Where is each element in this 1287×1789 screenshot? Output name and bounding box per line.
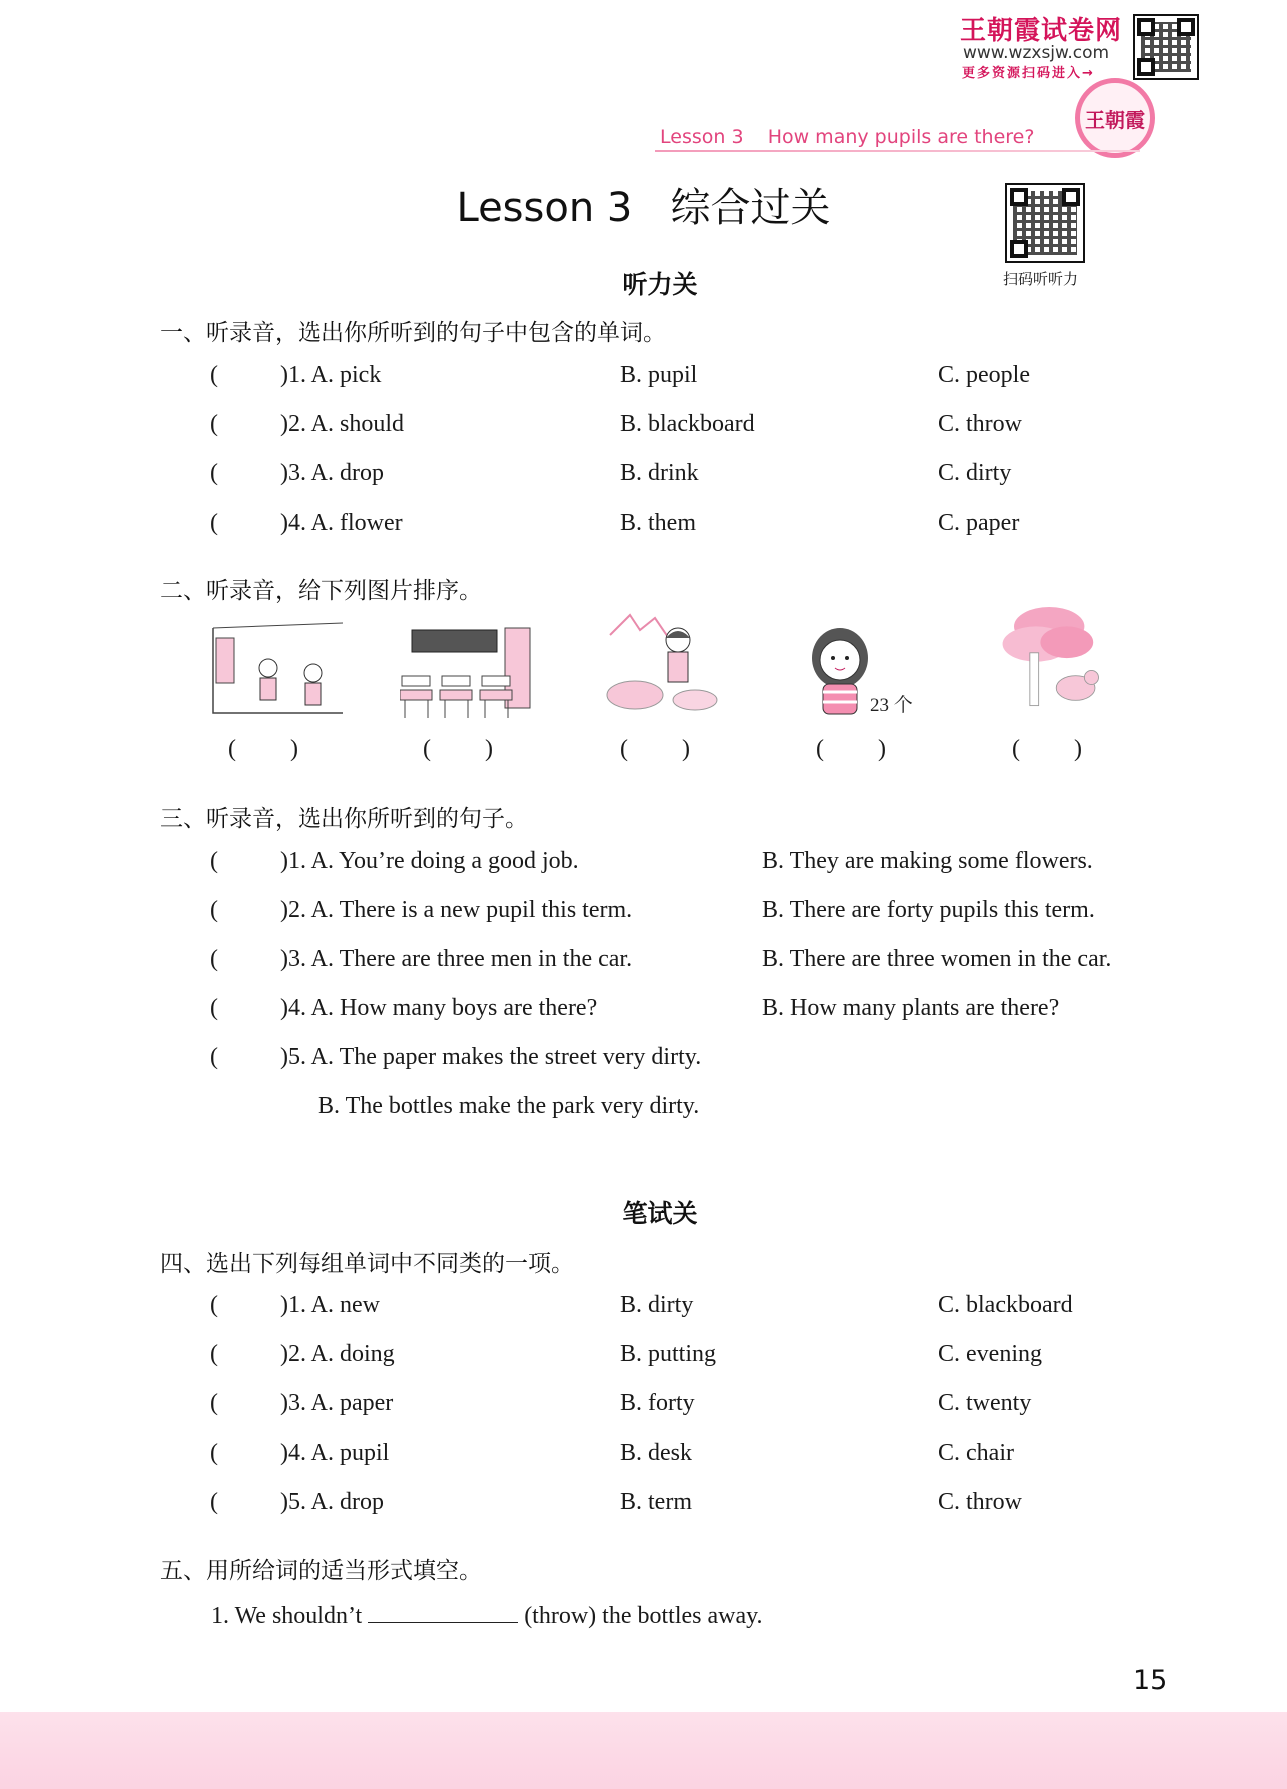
option-a: )1. A. pick xyxy=(280,362,382,388)
answer-paren[interactable]: ( xyxy=(210,362,218,388)
writing-section-title: 笔试关 xyxy=(622,1199,698,1228)
girl-counting-picture xyxy=(795,618,935,728)
more-resources-text: 更多资源扫码进入→ xyxy=(962,66,1095,81)
fill-blank-item xyxy=(211,1600,763,1630)
answer-paren[interactable]: ( xyxy=(210,995,218,1021)
part1-heading: 一、听录音，选出你所听到的句子中包含的单词。 xyxy=(160,320,666,346)
option-c: C. twenty xyxy=(938,1390,1032,1416)
option-b: B. dirty xyxy=(620,1292,694,1318)
option-a: )4. A. pupil xyxy=(280,1440,390,1466)
picture-order-blank[interactable]: ( ) xyxy=(228,736,298,762)
page-number: 15 xyxy=(1133,1665,1168,1696)
answer-paren[interactable]: ( xyxy=(210,1044,218,1070)
answer-paren[interactable]: ( xyxy=(210,1440,218,1466)
option-a: )5. A. drop xyxy=(280,1489,384,1515)
sentence-b: B. There are three women in the car. xyxy=(762,946,1112,972)
answer-paren[interactable]: ( xyxy=(210,946,218,972)
header-divider xyxy=(655,150,1140,152)
answer-paren[interactable]: ( xyxy=(210,460,218,486)
running-header: Lesson 3 How many pupils are there? xyxy=(660,126,1035,148)
answer-paren[interactable]: ( xyxy=(210,848,218,874)
footer-decoration xyxy=(0,1712,1287,1789)
part2-heading: 二、听录音，给下列图片排序。 xyxy=(160,578,482,604)
answer-paren[interactable]: ( xyxy=(210,510,218,536)
qr-caption: 扫码听听力 xyxy=(1003,270,1079,288)
brand-seal-logo: 王朝霞 xyxy=(1075,78,1155,158)
option-b: B. putting xyxy=(620,1341,717,1367)
part3-heading: 三、听录音，选出你所听到的句子。 xyxy=(160,806,528,832)
sentence-b: B. They are making some flowers. xyxy=(762,848,1093,874)
tree-and-animal-picture xyxy=(988,600,1128,710)
option-b: B. desk xyxy=(620,1440,692,1466)
sentence-b: B. The bottles make the park very dirty. xyxy=(318,1093,700,1119)
site-name: 王朝霞试卷网 xyxy=(960,16,1123,46)
option-b: B. blackboard xyxy=(620,411,755,437)
site-url[interactable]: www.wzxsjw.com xyxy=(963,43,1110,63)
page-title: Lesson 3 综合过关 xyxy=(456,185,831,231)
sentence-a: )2. A. There is a new pupil this term. xyxy=(280,897,633,923)
option-b: B. forty xyxy=(620,1390,695,1416)
option-c: C. dirty xyxy=(938,460,1012,486)
option-a: )2. A. doing xyxy=(280,1341,395,1367)
answer-paren[interactable]: ( xyxy=(210,897,218,923)
listening-section-title: 听力关 xyxy=(622,270,698,299)
option-c: C. evening xyxy=(938,1341,1042,1367)
option-a: )2. A. should xyxy=(280,411,405,437)
sentence-a: )1. A. You’re doing a good job. xyxy=(280,848,579,874)
classroom-desks-picture xyxy=(400,618,540,728)
listening-qr-code-icon xyxy=(1005,183,1085,263)
option-c: C. throw xyxy=(938,411,1022,437)
option-b: B. them xyxy=(620,510,696,536)
sentence-a: )4. A. How many boys are there? xyxy=(280,995,598,1021)
sentence-a: )5. A. The paper makes the street very dirty. xyxy=(280,1044,702,1070)
fill-blank-suffix: (throw) the bottles away. xyxy=(524,1603,763,1629)
answer-paren[interactable]: ( xyxy=(210,1341,218,1367)
option-a: )3. A. drop xyxy=(280,460,384,486)
sentence-b: B. How many plants are there? xyxy=(762,995,1060,1021)
picture-order-blank[interactable]: ( ) xyxy=(423,736,493,762)
option-a: )3. A. paper xyxy=(280,1390,394,1416)
classroom-children-picture xyxy=(208,618,348,728)
option-b: B. drink xyxy=(620,460,699,486)
option-c: C. people xyxy=(938,362,1030,388)
option-b: B. pupil xyxy=(620,362,698,388)
option-a: )1. A. new xyxy=(280,1292,380,1318)
boy-with-litter-picture xyxy=(600,610,740,720)
answer-paren[interactable]: ( xyxy=(210,1390,218,1416)
option-c: C. paper xyxy=(938,510,1020,536)
option-a: )4. A. flower xyxy=(280,510,403,536)
answer-paren[interactable]: ( xyxy=(210,1489,218,1515)
girl-count-label: 23 个 xyxy=(870,695,913,716)
option-c: C. blackboard xyxy=(938,1292,1073,1318)
part5-heading: 五、用所给词的适当形式填空。 xyxy=(160,1558,482,1584)
answer-paren[interactable]: ( xyxy=(210,411,218,437)
sentence-a: )3. A. There are three men in the car. xyxy=(280,946,633,972)
picture-order-blank[interactable]: ( ) xyxy=(620,736,690,762)
option-b: B. term xyxy=(620,1489,692,1515)
picture-order-blank[interactable]: ( ) xyxy=(1012,736,1082,762)
part4-heading: 四、选出下列每组单词中不同类的一项。 xyxy=(160,1251,574,1277)
option-c: C. chair xyxy=(938,1440,1014,1466)
sentence-b: B. There are forty pupils this term. xyxy=(762,897,1095,923)
picture-order-blank[interactable]: ( ) xyxy=(816,736,886,762)
site-qr-code-icon xyxy=(1133,14,1199,80)
fill-blank-prefix: 1. We shouldn’t xyxy=(211,1603,363,1629)
fill-blank-input[interactable] xyxy=(368,1600,518,1623)
answer-paren[interactable]: ( xyxy=(210,1292,218,1318)
option-c: C. throw xyxy=(938,1489,1022,1515)
